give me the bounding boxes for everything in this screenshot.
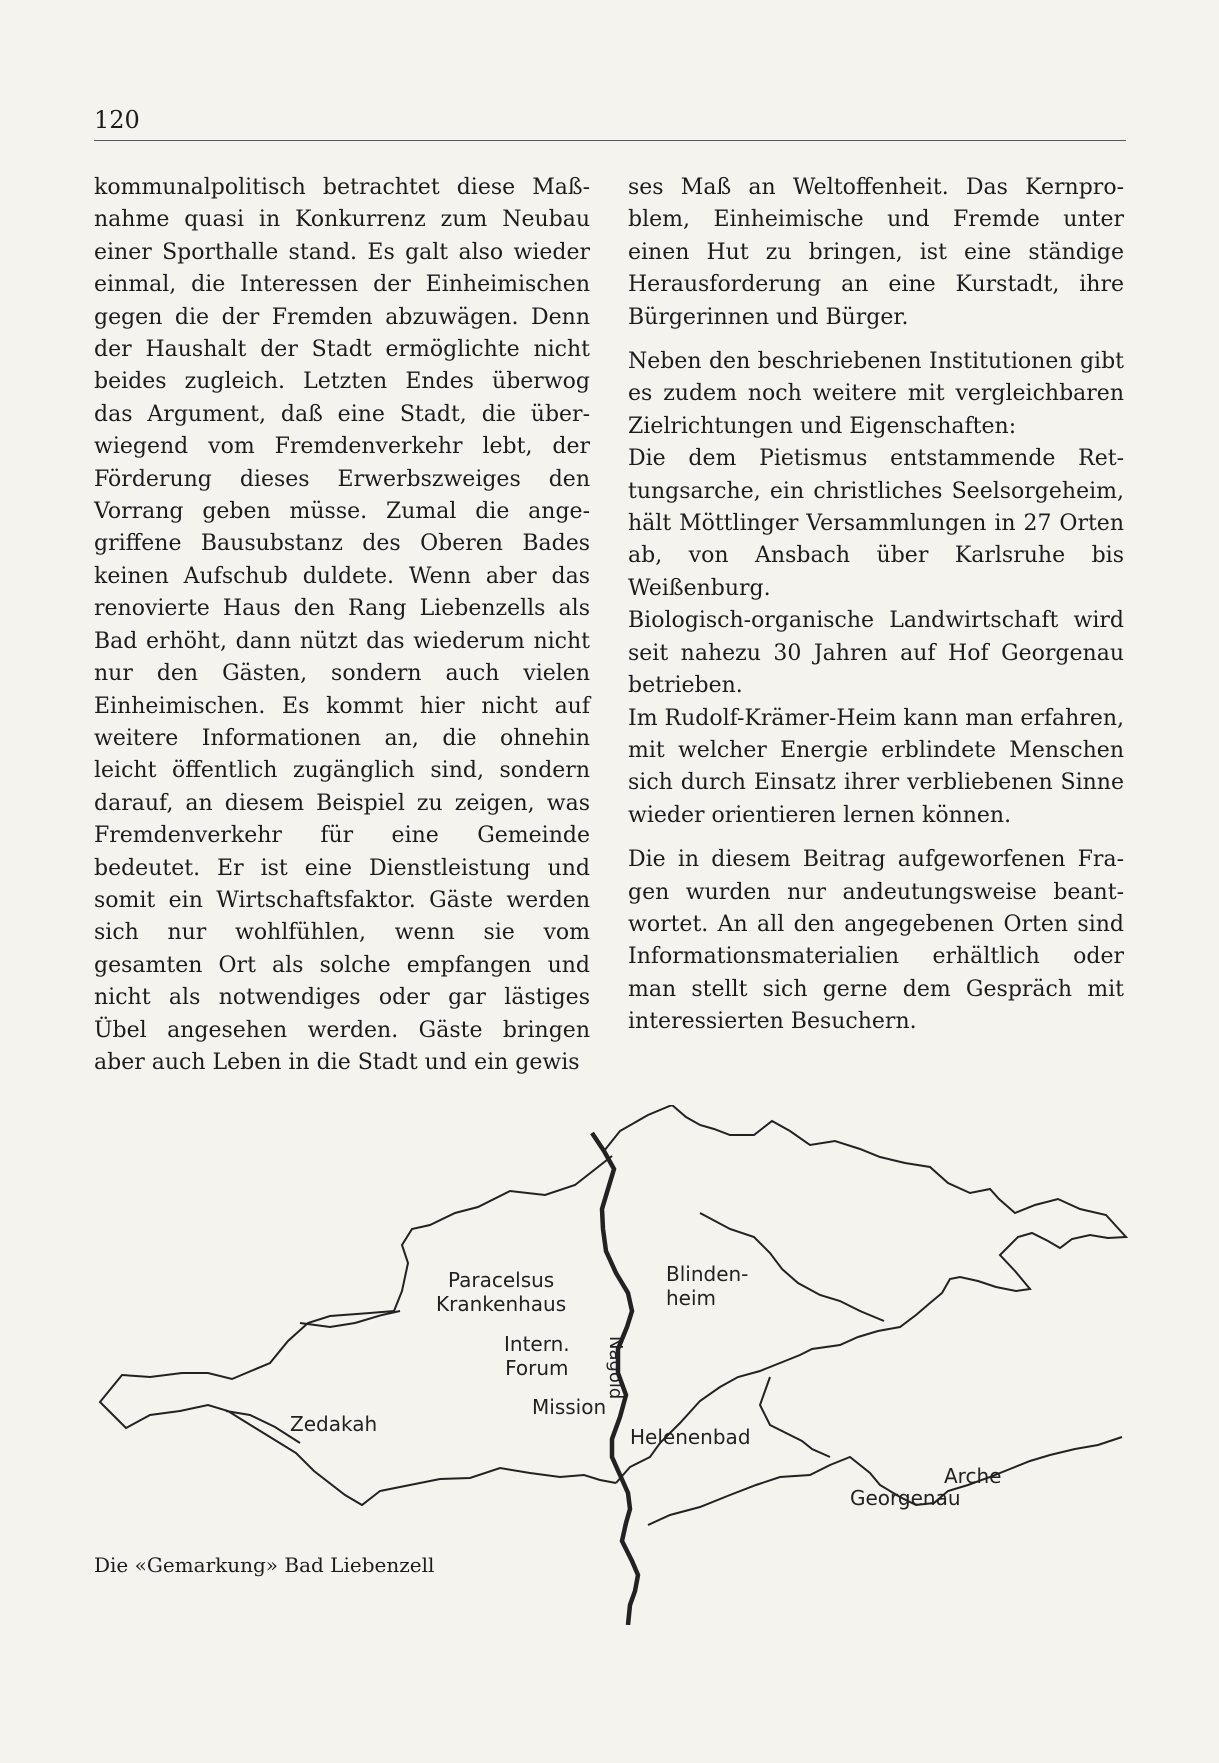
map-boundary-east-spur <box>760 1377 830 1457</box>
header-rule <box>94 140 1126 141</box>
right-column <box>628 172 1124 1039</box>
left-column <box>94 172 590 1079</box>
map-label-helenenbad: Helenenbad <box>630 1425 751 1449</box>
right-paragraph-1: ses Maß an Weltoffenheit. Das Kernproblem, Einheimische und Fremde unter einen Hut zu bringen, ist eine ständige Herausforderung an eine Kurstadt, ihre Bürgerinnen und Bürger. <box>628 175 1124 330</box>
map-label-arche: Arche <box>944 1464 1002 1488</box>
map-label-paracelsus-line2: Krankenhaus <box>436 1292 567 1316</box>
right-paragraph-6: Die in diesem Beitrag aufgeworfenen Fragen wurden nur andeutungsweise beantwortet. An all den angegebenen Orten sind Informationsmaterialien erhältlich oder man stellt sich gerne dem Gespräch mit interessierten Besuchern. <box>628 847 1124 1035</box>
map-boundary-west <box>100 1156 616 1505</box>
page-number: 120 <box>94 106 140 134</box>
map-label-zedakah: Zedakah <box>290 1412 378 1436</box>
map-caption: Die «Gemarkung» Bad Liebenzell <box>94 1553 435 1577</box>
left-paragraph-1: kommunalpolitisch betrachtet diese Maßnahme quasi in Konkurrenz zum Neubau einer Sporthalle stand. Es galt also wieder einmal, die Interessen der Einheimischen gegen die der Fremden abzuwägen. Denn der Haushalt der Stadt ermöglichte nicht beides zugleich. Letzten Endes überwog das Argument, daß eine Stadt, die überwiegend vom Fremdenverkehr lebt, der Förderung dieses Erwerbszweiges den Vorrang geben müsse. Zumal die angegriffene Bausubstanz des Oberen Bades keinen Aufschub duldete. Wenn aber das renovierte Haus den Rang Liebenzells als Bad erhöht, dann nützt das wiederum nicht nur den Gästen, sondern auch vielen Einheimischen. Es kommt hier nicht auf weitere Informationen an, die ohnehin leicht öffentlich zugänglich sind, sondern darauf, an diesem Beispiel zu zeigen, was Fremdenverkehr für eine Gemeinde bedeutet. Er ist eine Dienstleistung und somit ein Wirtschaftsfaktor. Gäste werden sich nur wohlfühlen, wenn sie vom gesamten Ort als solche empfangen und nicht als notwendiges oder gar lästiges Übel angesehen werden. Gäste bringen aber auch Leben in die Stadt und ein gewis <box>94 175 590 1075</box>
map-boundary-west-inner <box>300 1311 400 1327</box>
map-label-mission: Mission <box>532 1395 607 1419</box>
map-label-nagold: Nagold <box>605 1336 626 1400</box>
map-label-blindenheim-line2: heim <box>666 1286 717 1310</box>
map-label-forum-line2: Forum <box>505 1356 569 1380</box>
map-boundary-east-lower <box>648 1437 1122 1525</box>
right-paragraph-2: Neben den beschriebenen Institutionen gibt es zudem noch weitere mit vergleichbaren Zielrichtungen und Eigenschaften: <box>628 349 1124 439</box>
map-label-paracelsus <box>436 1268 566 1316</box>
map-label-georgenau: Georgenau <box>850 1486 961 1510</box>
map-label-blindenheim <box>666 1262 748 1310</box>
right-paragraph-4: Biologisch-organische Landwirtschaft wird seit nahezu 30 Jahren auf Hof Georgenau betrieben. <box>628 608 1124 699</box>
map-label-forum <box>504 1332 570 1380</box>
map-label-paracelsus-line1: Paracelsus <box>447 1268 555 1292</box>
map-label-forum-line1: Intern. <box>504 1332 570 1356</box>
right-paragraph-3: Die dem Pietismus entstammende Rettungsarche, ein christliches Seelsorgeheim, hält Möttlinger Versammlungen in 27 Orten ab, von Ansbach über Karlsruhe bis Weißenburg. <box>628 446 1124 601</box>
right-paragraph-5: Im Rudolf-Krämer-Heim kann man erfahren, mit welcher Energie erblindete Menschen sich durch Einsatz ihrer verbliebenen Sinne wieder orientieren lernen können. <box>628 705 1125 828</box>
map-label-blindenheim-line1: Blinden- <box>666 1262 749 1286</box>
